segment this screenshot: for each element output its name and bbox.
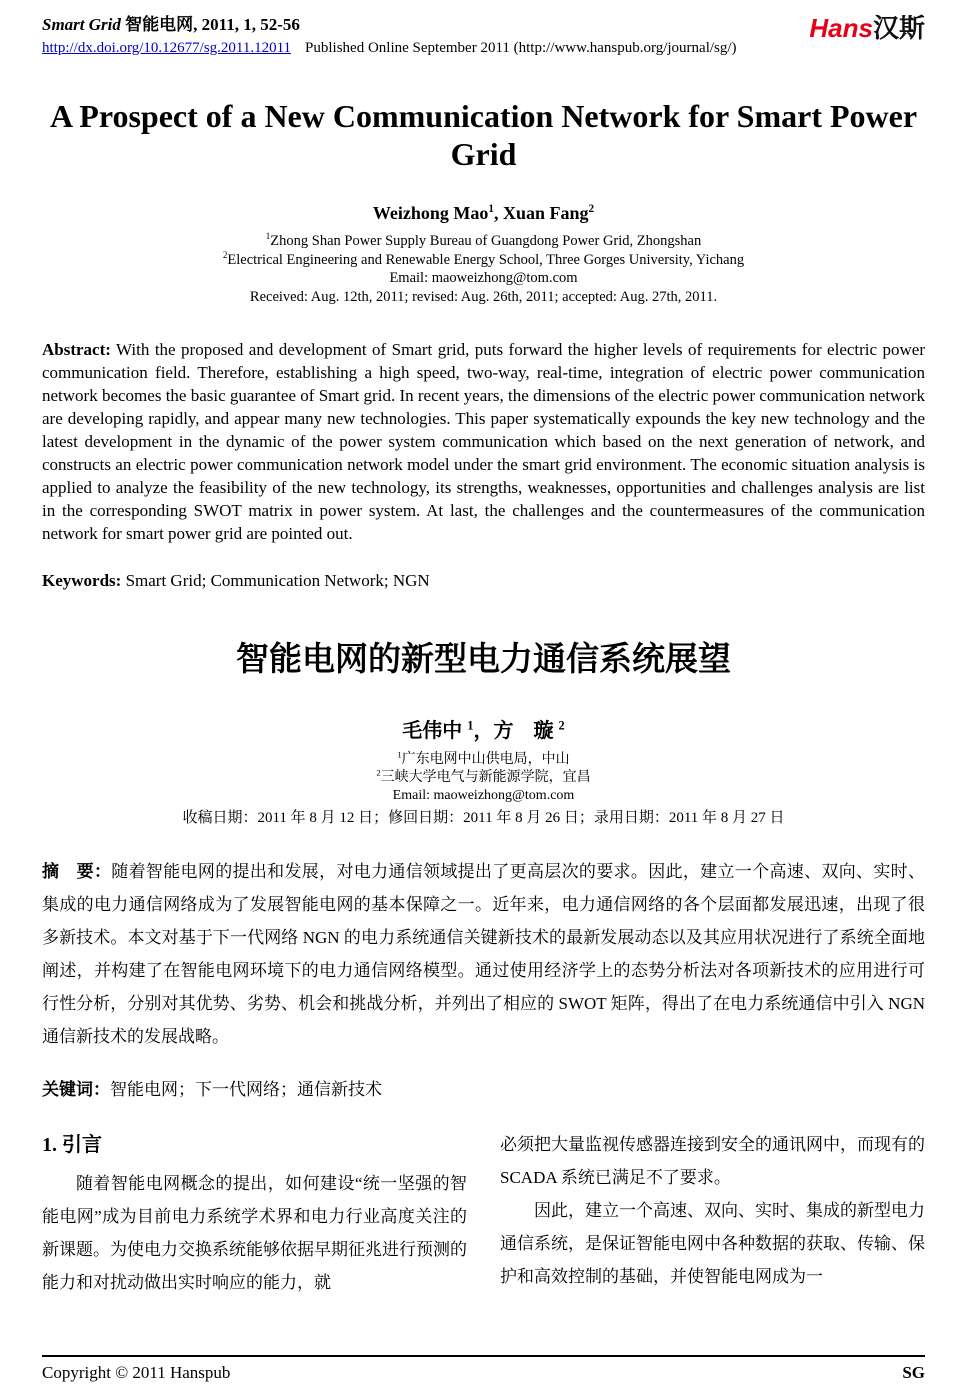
affiliation-cn-2-text: 三峡大学电气与新能源学院，宜昌 (380, 770, 591, 785)
author-separator: , (493, 203, 503, 223)
keywords-en (42, 571, 925, 591)
header-left (42, 8, 737, 57)
abstract-label: Abstract: (42, 340, 111, 359)
affiliation-superscript: 2 (222, 249, 228, 260)
journal-line (42, 8, 737, 35)
affiliation-cn-2 (42, 769, 925, 787)
column-right (500, 1128, 925, 1299)
email-line-cn: Email: maoweizhong@tom.com (392, 788, 575, 803)
published-text: Published Online September 2011 (http://www.hanspub.org/journal/sg/) (305, 40, 737, 56)
doi-link[interactable]: http://dx.doi.org/10.12677/sg.2011.12011 (42, 40, 292, 56)
keywords-cn (42, 1075, 925, 1100)
author-superscript: 2 (558, 718, 565, 733)
section-1-heading: 1. 引言 (42, 1134, 102, 1156)
abstract-cn-text: 随着智能电网的提出和发展，对电力通信领域提出了更高层次的要求。因此，建立一个高速、双向、实时、集成的电力通信网络成为了发展智能电网的基本保障之一。近年来，电力通信网络的各个层面都发展迅速，出现了很多新技术。本文对基于下一代网络 NGN 的电力系统通信关键新技术的最新发展动态以及其应用状况进行了系统全面地阐述，并构建了在智能电网环境下的电力通信网络模型。通过使用经济学上的态势分析法对各项新技术的应用进行可行性分析，分别对其优势、劣势、机会和挑战分析，并列出了相应的 SWOT 矩阵，得出了在电力系统通信中引入 NGN 通信新技术的发展战略。 (42, 862, 925, 1046)
page-header (42, 8, 925, 57)
email-line-en: Email: maoweizhong@tom.com (389, 270, 578, 286)
section-1 (42, 1128, 925, 1299)
abstract-en (42, 338, 925, 545)
affiliation-superscript: 1 (265, 231, 271, 242)
keywords-label: Keywords: (42, 571, 122, 590)
abstract-cn-label: 摘 要： (42, 862, 112, 881)
author-superscript: 1 (467, 718, 474, 733)
affiliations-en (42, 232, 925, 306)
abstract-cn (42, 855, 925, 1053)
doi-line (42, 40, 737, 57)
paragraph: 因此，建立一个高速、双向、实时、集成的新型电力通信系统，是保证智能电网中各种数据的获取、传输、保护和高效控制的基础，并使智能电网成为一 (500, 1201, 925, 1286)
author-name: Xuan Fang (502, 203, 589, 223)
article-title-en: A Prospect of a New Communication Network for Smart Power Grid (49, 98, 918, 172)
author-superscript: 1 (488, 203, 494, 215)
hans-logo-en: Hans (809, 13, 873, 43)
author-name-cn: 毛伟中 (402, 720, 468, 742)
column-left (42, 1128, 467, 1299)
affiliations-cn (42, 751, 925, 827)
author-name-cn: ，方 璇 (473, 720, 559, 742)
hans-logo (809, 8, 925, 45)
keywords-text: Smart Grid; Communication Network; NGN (121, 571, 430, 590)
received-line: Received: Aug. 12th, 2011; revised: Aug. 26th, 2011; accepted: Aug. 27th, 2011. (249, 288, 718, 305)
dates-line-cn: 收稿日期：2011 年 8 月 12 日；修回日期：2011 年 8 月 26 日；录用日期：2011 年 8 月 27 日 (182, 810, 785, 826)
paragraph: 必须把大量监视传感器连接到安全的通讯网中，而现有的 SCADA 系统已满足不了要求。 (500, 1135, 925, 1187)
keywords-cn-label: 关键词： (42, 1080, 110, 1099)
keywords-cn-text: 智能电网；下一代网络；通信新技术 (110, 1080, 382, 1099)
authors-cn (42, 714, 925, 743)
authors-en (42, 203, 925, 224)
affiliation-superscript: 1 (397, 749, 402, 760)
article-title-cn: 智能电网的新型电力通信系统展望 (236, 642, 731, 678)
journal-name: Smart Grid (42, 15, 121, 34)
affiliation-2 (42, 251, 925, 270)
page-footer (42, 1355, 925, 1383)
author-superscript: 2 (588, 203, 595, 215)
journal-info: 智能电网, 2011, 1, 52-56 (120, 15, 300, 34)
abstract-text: With the proposed and development of Smart grid, puts forward the higher levels of requirements for electric power communication field. Therefore, establishing a high speed, two-way, real-time, integration of electric power communication network becomes the basic guarantee of Smart grid. In recent years, the dimensions of the electric power communication network are developing rapidly, and appear many new technologies. This paper systematically expounds the key new technology and the latest development in the dynamic of the power system communication which based on the next generation of network, and constructs an electric power communication network model under the smart grid environment. The economic situation analysis is applied to analyze the feasibility of the new technology, its strengths, weaknesses, opportunities and challenges analysis are list in the corresponding SWOT matrix in power system. At last, the challenges and the countermeasures of the communication network for smart power grid are pointed out. (42, 340, 925, 543)
affiliation-superscript: 2 (376, 767, 381, 778)
affiliation-1-text: Zhong Shan Power Supply Bureau of Guangdong Power Grid, Zhongshan (270, 233, 702, 249)
affiliation-1 (42, 232, 925, 251)
affiliation-2-text: Electrical Engineering and Renewable Energy School, Three Gorges University, Yichang (227, 251, 745, 268)
affiliation-cn-1-text: 广东电网中山供电局，中山 (401, 752, 570, 767)
hans-logo-cn: 汉斯 (872, 13, 925, 43)
affiliation-cn-1 (42, 751, 925, 769)
footer-journal-code: SG (902, 1363, 925, 1382)
footer-copyright: Copyright © 2011 Hanspub (42, 1363, 231, 1382)
author-name: Weizhong Mao (372, 203, 489, 223)
paragraph: 随着智能电网概念的提出，如何建设“统一坚强的智能电网”成为目前电力系统学术界和电力行业高度关注的新课题。为使电力交换系统能够依据早期征兆进行预测的能力和对扰动做出实时响应的能力，就 (42, 1174, 467, 1292)
